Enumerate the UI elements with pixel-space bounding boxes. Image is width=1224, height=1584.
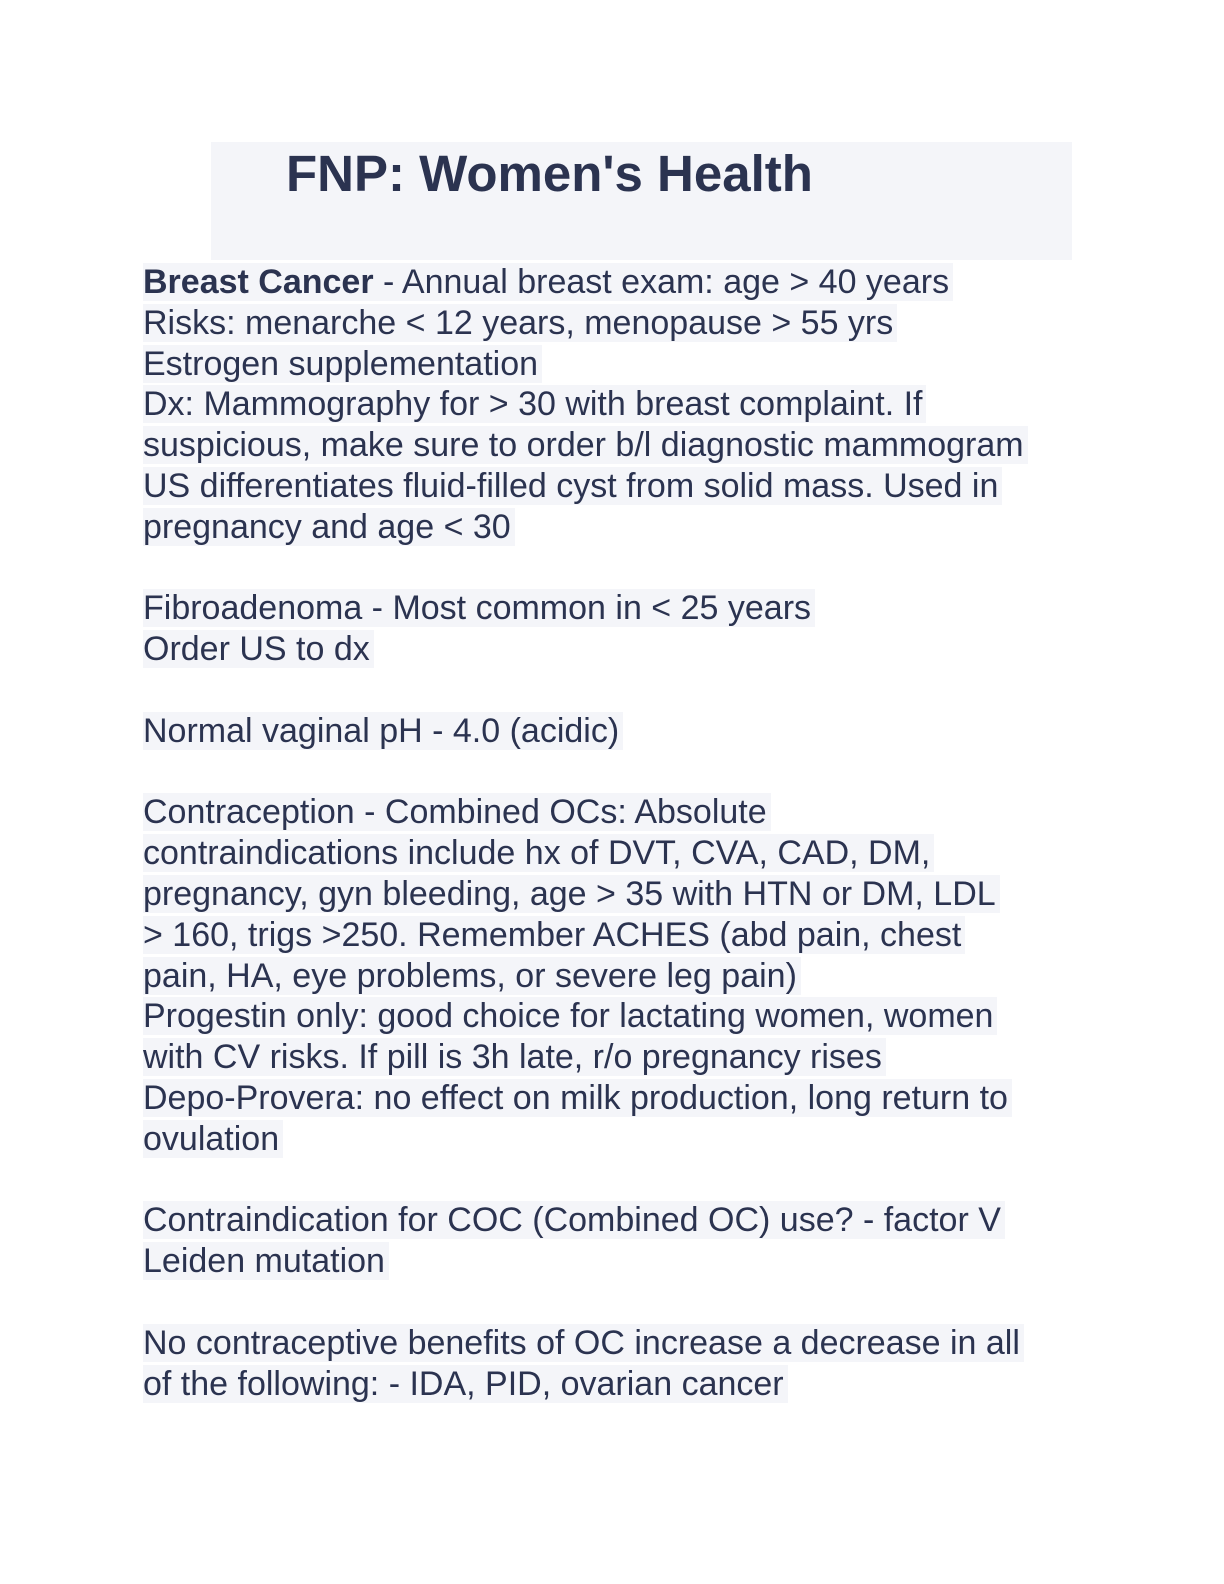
text-line: Contraindication for COC (Combined OC) use? - factor V <box>143 1200 1103 1241</box>
text-line: Contraception - Combined OCs: Absolute <box>143 792 1103 833</box>
term-heading: Breast Cancer <box>143 263 374 301</box>
paragraph-gap <box>143 548 1103 589</box>
page-title: FNP: Women's Health <box>286 145 813 202</box>
text-line: contraindications include hx of DVT, CVA, CAD, DM, <box>143 833 1103 874</box>
text-line: of the following: - IDA, PID, ovarian cancer <box>143 1364 1103 1405</box>
text-line: Dx: Mammography for > 30 with breast complaint. If <box>143 384 1103 425</box>
text-line: Normal vaginal pH - 4.0 (acidic) <box>143 711 1103 752</box>
text-line: > 160, trigs >250. Remember ACHES (abd pain, chest <box>143 915 1103 956</box>
text-line: Fibroadenoma - Most common in < 25 years <box>143 588 1103 629</box>
section-vaginal-ph <box>143 711 1103 752</box>
text-line: pregnancy, gyn bleeding, age > 35 with HTN or DM, LDL <box>143 874 1103 915</box>
paragraph-gap <box>143 752 1103 793</box>
text-line: Depo-Provera: no effect on milk production, long return to <box>143 1078 1103 1119</box>
text-line: US differentiates fluid-filled cyst from solid mass. Used in <box>143 466 1103 507</box>
section-oc-benefits <box>143 1323 1103 1405</box>
section-fibroadenoma <box>143 588 1103 670</box>
section-contraception <box>143 792 1103 1159</box>
text-line: Breast Cancer - Annual breast exam: age > 40 years <box>143 262 1103 303</box>
text-line: Leiden mutation <box>143 1241 1103 1282</box>
document-body <box>143 262 1103 1404</box>
paragraph-gap <box>143 1282 1103 1323</box>
section-coc-contraindication <box>143 1200 1103 1282</box>
text-line: pregnancy and age < 30 <box>143 507 1103 548</box>
text-line: Order US to dx <box>143 629 1103 670</box>
text-line: No contraceptive benefits of OC increase a decrease in all <box>143 1323 1103 1364</box>
paragraph-gap <box>143 670 1103 711</box>
paragraph-gap <box>143 1160 1103 1201</box>
text-line: Risks: menarche < 12 years, menopause > 55 yrs <box>143 303 1103 344</box>
text-line: pain, HA, eye problems, or severe leg pain) <box>143 956 1103 997</box>
text-line: ovulation <box>143 1119 1103 1160</box>
text-line: suspicious, make sure to order b/l diagnostic mammogram <box>143 425 1103 466</box>
text-line: Progestin only: good choice for lactating women, women <box>143 996 1103 1037</box>
section-breast-cancer <box>143 262 1103 548</box>
text-line: with CV risks. If pill is 3h late, r/o pregnancy rises <box>143 1037 1103 1078</box>
text-line: Estrogen supplementation <box>143 344 1103 385</box>
